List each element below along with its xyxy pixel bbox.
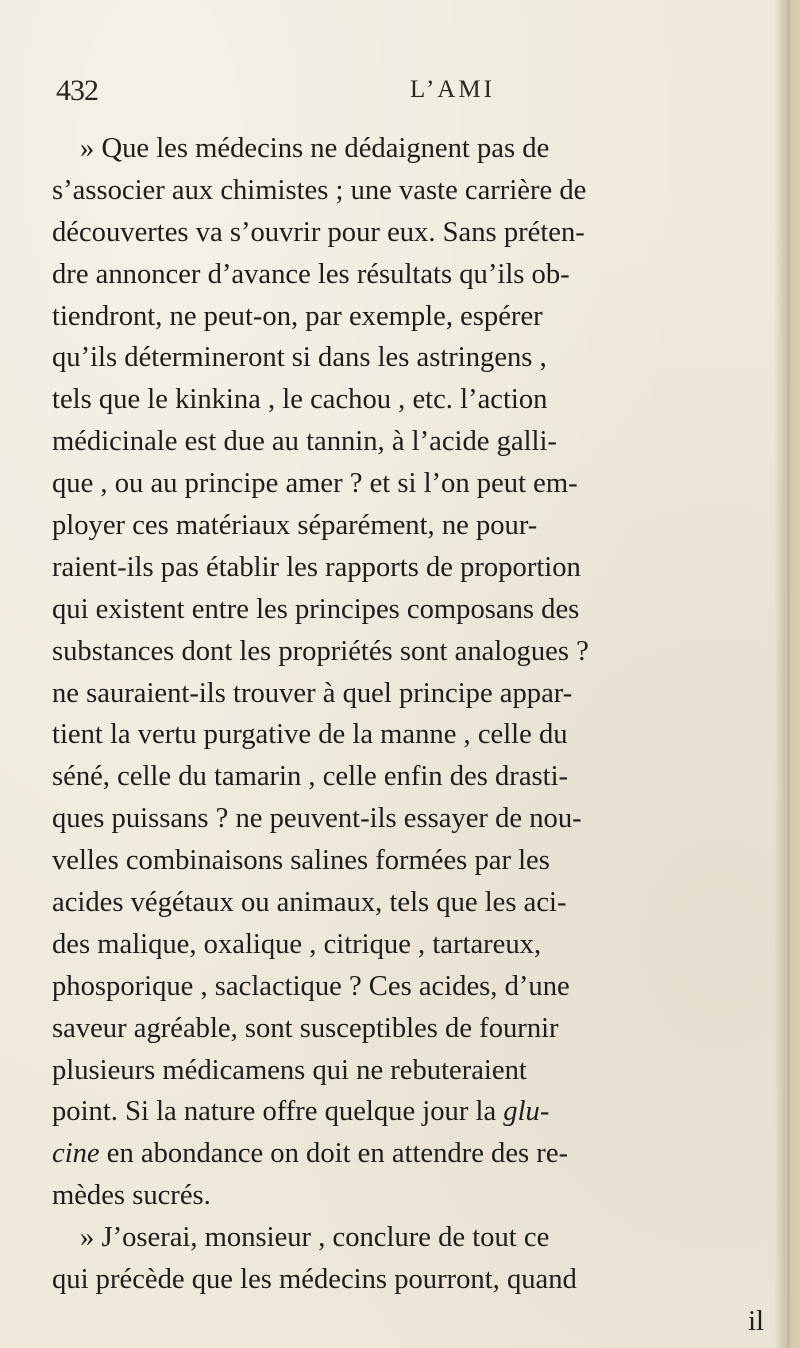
- text-line: raient-ils pas établir les rapports de proportion: [52, 551, 581, 583]
- text-line: s’associer aux chimistes ; une vaste carrière de: [52, 174, 587, 206]
- text-line: dre annoncer d’avance les résultats qu’ils ob-: [52, 258, 570, 290]
- text-line: saveur agréable, sont susceptibles de fournir: [52, 1012, 559, 1044]
- text-line: tiendront, ne peut-on, par exemple, espérer: [52, 300, 543, 332]
- text-line: qui précède que les médecins pourront, quand: [52, 1264, 577, 1296]
- italic-word-cine: cine: [52, 1138, 100, 1170]
- text-line: ployer ces matériaux séparément, ne pour-: [52, 510, 538, 542]
- text-line: mèdes sucrés.: [52, 1180, 211, 1212]
- text-line-rest: en abondance on doit en attendre des re-: [99, 1138, 569, 1170]
- text-line: velles combinaisons salines formées par les: [52, 845, 550, 877]
- text-line-start: point. Si la nature offre quelque jour la: [52, 1096, 497, 1128]
- page-edge-line: [787, 0, 790, 1348]
- text-line: ques puissans ? ne peuvent-ils essayer de nou-: [52, 803, 582, 835]
- text-line: médicinale est due au tannin, à l’acide galli-: [52, 426, 557, 458]
- text-line: que , ou au principe amer ? et si l’on peut em-: [52, 468, 578, 500]
- text-line: acides végétaux ou animaux, tels que les aci-: [52, 887, 567, 919]
- text-line: plusieurs médicamens qui ne rebuteraient: [52, 1054, 527, 1086]
- text-line: qui existent entre les principes composans des: [52, 593, 580, 625]
- text-line: découvertes va s’ouvrir pour eux. Sans préten-: [52, 216, 585, 248]
- text-line-with-italic: [52, 1091, 772, 1133]
- text-line: des malique, oxalique , citrique , tartareux,: [52, 928, 542, 960]
- text-line-with-italic: [52, 1133, 772, 1175]
- text-line: séné, celle du tamarin , celle enfin des drasti-: [52, 761, 569, 793]
- text-line: ne sauraient-ils trouver à quel principe appar-: [52, 677, 573, 709]
- text-line: phosporique , saclactique ? Ces acides, d’une: [52, 970, 570, 1002]
- text-line: qu’ils détermineront si dans les astringens ,: [52, 342, 547, 374]
- text-line: substances dont les propriétés sont analogues ?: [52, 635, 589, 667]
- text-line: tient la vertu purgative de la manne , celle du: [52, 719, 568, 751]
- italic-word-glu: glu-: [503, 1096, 550, 1128]
- text-line: tels que le kinkina , le cachou , etc. l’action: [52, 384, 548, 416]
- running-head: L’AMI: [410, 76, 495, 103]
- page-header: [40, 74, 740, 114]
- text-line: » Que les médecins ne dédaignent pas de: [80, 133, 550, 164]
- body-text: [52, 128, 772, 1343]
- catchword: il: [748, 1305, 764, 1337]
- page-number: 432: [56, 74, 98, 107]
- text-line: » J’oserai, monsieur , conclure de tout ce: [80, 1222, 550, 1254]
